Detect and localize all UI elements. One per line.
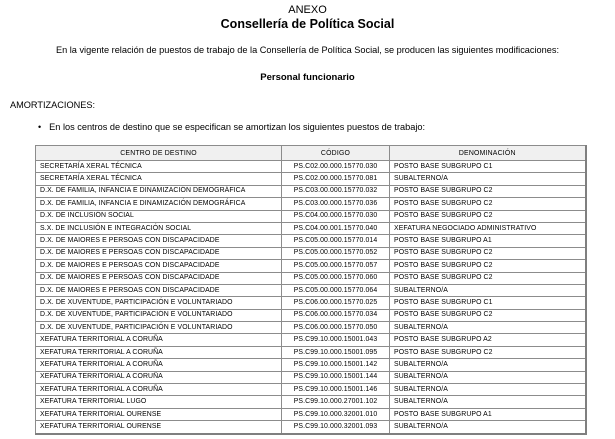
- denominacion-cell: POSTO BASE SUBGRUPO A2: [390, 334, 586, 346]
- centro-cell: XEFATURA TERRITORIAL OURENSE: [36, 408, 282, 420]
- centro-cell: D.X. DE MAIORES E PERSOAS CON DISCAPACIDADE: [36, 235, 282, 247]
- codigo-cell: PS.C03.00.000.15770.032: [282, 185, 390, 197]
- bullet-icon: •: [38, 122, 42, 132]
- centro-cell: XEFATURA TERRITORIAL A CORUÑA: [36, 346, 282, 358]
- denominacion-cell: POSTO BASE SUBGRUPO A1: [390, 235, 586, 247]
- table-row: [36, 173, 586, 185]
- denominacion-cell: SUBALTERNO/A: [390, 371, 586, 383]
- codigo-cell: PS.C05.00.000.15770.057: [282, 260, 390, 272]
- denominacion-cell: POSTO BASE SUBGRUPO C1: [390, 161, 586, 173]
- denominacion-cell: POSTO BASE SUBGRUPO C2: [390, 185, 586, 197]
- centro-cell: SECRETARÍA XERAL TÉCNICA: [36, 161, 282, 173]
- codigo-cell: PS.C02.00.000.15770.081: [282, 173, 390, 185]
- codigo-cell: PS.C99.10.000.15001.142: [282, 359, 390, 371]
- centro-cell: D.X. DE MAIORES E PERSOAS CON DISCAPACIDADE: [36, 260, 282, 272]
- denominacion-cell: POSTO BASE SUBGRUPO C2: [390, 260, 586, 272]
- centro-cell: D.X. DE XUVENTUDE, PARTICIPACIÓN E VOLUNTARIADO: [36, 297, 282, 309]
- codigo-cell: PS.C05.00.000.15770.052: [282, 247, 390, 259]
- codigo-cell: PS.C99.10.000.15001.146: [282, 384, 390, 396]
- centro-cell: D.X. DE MAIORES E PERSOAS CON DISCAPACIDADE: [36, 272, 282, 284]
- centro-cell: D.X. DE MAIORES E PERSOAS CON DISCAPACIDADE: [36, 247, 282, 259]
- denominacion-cell: POSTO BASE SUBGRUPO C2: [390, 272, 586, 284]
- codigo-cell: PS.C06.00.000.15770.050: [282, 322, 390, 334]
- table-row: [36, 210, 586, 222]
- centro-cell: XEFATURA TERRITORIAL OURENSE: [36, 421, 282, 434]
- codigo-cell: PS.C04.00.001.15770.040: [282, 222, 390, 234]
- codigo-cell: PS.C03.00.000.15770.036: [282, 198, 390, 210]
- denominacion-cell: POSTO BASE SUBGRUPO C2: [390, 210, 586, 222]
- codigo-cell: PS.C99.10.000.32001.010: [282, 408, 390, 420]
- table-row: [36, 284, 586, 296]
- table-row: [36, 309, 586, 321]
- denominacion-cell: POSTO BASE SUBGRUPO C2: [390, 247, 586, 259]
- column-header-denominacion: DENOMINACIÓN: [390, 146, 586, 161]
- denominacion-cell: SUBALTERNO/A: [390, 284, 586, 296]
- denominacion-cell: POSTO BASE SUBGRUPO C2: [390, 309, 586, 321]
- denominacion-cell: SUBALTERNO/A: [390, 173, 586, 185]
- codigo-cell: PS.C05.00.000.15770.064: [282, 284, 390, 296]
- column-header-codigo: CÓDIGO: [282, 146, 390, 161]
- table-row: [36, 260, 586, 272]
- table-row: [36, 247, 586, 259]
- codigo-cell: PS.C99.10.000.15001.095: [282, 346, 390, 358]
- centro-cell: D.X. DE INCLUSIÓN SOCIAL: [36, 210, 282, 222]
- table-row: [36, 346, 586, 358]
- codigo-cell: PS.C05.00.000.15770.060: [282, 272, 390, 284]
- centro-cell: XEFATURA TERRITORIAL A CORUÑA: [36, 384, 282, 396]
- codigo-cell: PS.C05.00.000.15770.014: [282, 235, 390, 247]
- centro-cell: SECRETARÍA XERAL TÉCNICA: [36, 173, 282, 185]
- centro-cell: D.X. DE FAMILIA, INFANCIA E DINAMIZACIÓN DEMOGRÁFICA: [36, 185, 282, 197]
- codigo-cell: PS.C04.00.000.15770.030: [282, 210, 390, 222]
- centro-cell: S.X. DE INCLUSIÓN E INTEGRACIÓN SOCIAL: [36, 222, 282, 234]
- table-row: [36, 334, 586, 346]
- codigo-cell: PS.C02.00.000.15770.030: [282, 161, 390, 173]
- table-row: [36, 421, 586, 434]
- intro-paragraph: En la vigente relación de puestos de trabajo de la Consellería de Política Social, se producen las siguientes modificaciones:: [55, 45, 560, 55]
- centro-cell: XEFATURA TERRITORIAL A CORUÑA: [36, 334, 282, 346]
- centro-cell: D.X. DE XUVENTUDE, PARTICIPACIÓN E VOLUNTARIADO: [36, 322, 282, 334]
- codigo-cell: PS.C06.00.000.15770.034: [282, 309, 390, 321]
- annex-title: ANEXO: [288, 4, 327, 16]
- centro-cell: XEFATURA TERRITORIAL A CORUÑA: [36, 371, 282, 383]
- denominacion-cell: SUBALTERNO/A: [390, 384, 586, 396]
- table-row: [36, 198, 586, 210]
- denominacion-cell: SUBALTERNO/A: [390, 421, 586, 434]
- denominacion-cell: SUBALTERNO/A: [390, 396, 586, 408]
- table-header-row: [36, 146, 586, 161]
- table-row: [36, 161, 586, 173]
- denominacion-cell: SUBALTERNO/A: [390, 359, 586, 371]
- centro-cell: XEFATURA TERRITORIAL A CORUÑA: [36, 359, 282, 371]
- denominacion-cell: POSTO BASE SUBGRUPO A1: [390, 408, 586, 420]
- centro-cell: XEFATURA TERRITORIAL LUGO: [36, 396, 282, 408]
- centro-cell: D.X. DE XUVENTUDE, PARTICIPACIÓN E VOLUNTARIADO: [36, 309, 282, 321]
- amortization-table: [35, 145, 587, 435]
- department-title: Consellería de Política Social: [220, 17, 395, 31]
- codigo-cell: PS.C99.10.000.32001.093: [282, 421, 390, 434]
- table-row: [36, 371, 586, 383]
- document-page: [0, 4, 615, 439]
- section-heading-personal-funcionario: Personal funcionario: [260, 72, 355, 83]
- table-row: [36, 272, 586, 284]
- table-row: [36, 384, 586, 396]
- table-row: [36, 222, 586, 234]
- table-row: [36, 322, 586, 334]
- denominacion-cell: XEFATURA NEGOCIADO ADMINISTRATIVO: [390, 222, 586, 234]
- table-row: [36, 235, 586, 247]
- codigo-cell: PS.C99.10.000.15001.043: [282, 334, 390, 346]
- denominacion-cell: POSTO BASE SUBGRUPO C2: [390, 198, 586, 210]
- bullet-item: [38, 122, 615, 132]
- table-row: [36, 297, 586, 309]
- codigo-cell: PS.C06.00.000.15770.025: [282, 297, 390, 309]
- table-body: [36, 161, 586, 434]
- column-header-centro-de-destino: CENTRO DE DESTINO: [36, 146, 282, 161]
- denominacion-cell: SUBALTERNO/A: [390, 322, 586, 334]
- table-row: [36, 359, 586, 371]
- subsection-heading-amortizaciones: AMORTIZACIONES:: [10, 100, 96, 110]
- bullet-text: En los centros de destino que se especifican se amortizan los siguientes puestos de trabajo:: [49, 122, 426, 132]
- table-row: [36, 408, 586, 420]
- codigo-cell: PS.C99.10.000.27001.102: [282, 396, 390, 408]
- denominacion-cell: POSTO BASE SUBGRUPO C2: [390, 346, 586, 358]
- table-row: [36, 396, 586, 408]
- codigo-cell: PS.C99.10.000.15001.144: [282, 371, 390, 383]
- table-row: [36, 185, 586, 197]
- centro-cell: D.X. DE MAIORES E PERSOAS CON DISCAPACIDADE: [36, 284, 282, 296]
- denominacion-cell: POSTO BASE SUBGRUPO C1: [390, 297, 586, 309]
- centro-cell: D.X. DE FAMILIA, INFANCIA E DINAMIZACIÓN DEMOGRÁFICA: [36, 198, 282, 210]
